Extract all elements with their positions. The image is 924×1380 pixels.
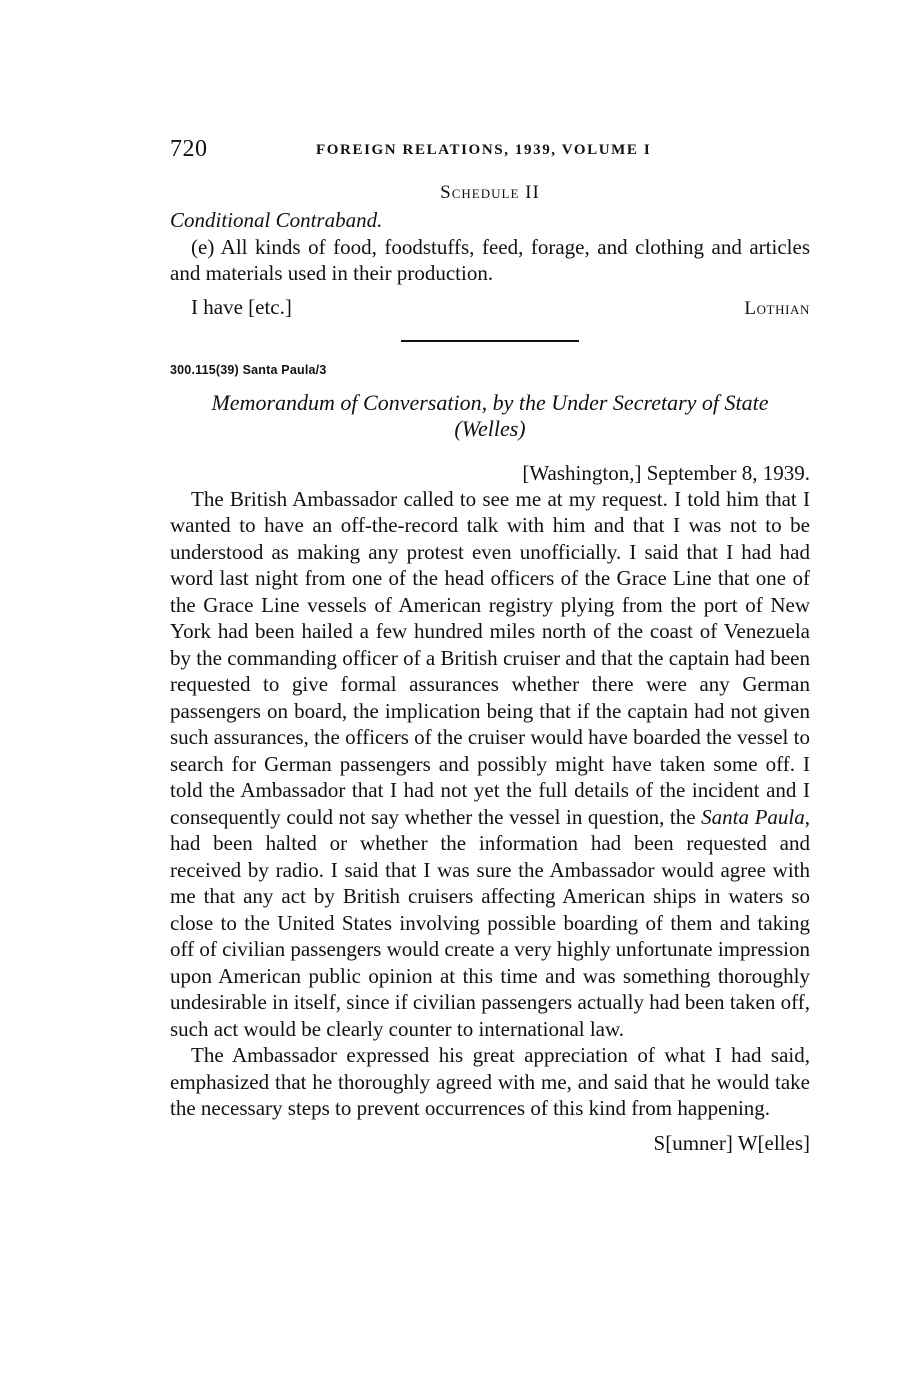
dateline: [Washington,] September 8, 1939.: [522, 460, 810, 485]
schedule-item: (e) All kinds of food, foodstuffs, feed, forage, and clothing and articles and materials used in their production.: [170, 234, 810, 285]
file-reference: 300.115(39) Santa Paula/3: [170, 362, 327, 377]
memo-title-line-2: (Welles): [454, 415, 526, 441]
memo-paragraph-2: The Ambassador expressed his great appreciation of what I had said, emphasized that he thoroughly agreed with me, and said that he would take the necessary steps to prevent occurrences of this kind from happening.: [170, 1043, 810, 1120]
schedule-title: Schedule II: [440, 182, 540, 203]
signer-name: Lothian: [744, 297, 810, 319]
paragraph-1-text-end: , had been halted or whether the information had been requested and received by radio. I said that I was sure the Ambassador would agree with me that any act by British cruisers affecting American ships in waters so close to the United States involving possible boarding of them and taking off of civilian passengers would create a very highly unfortunate impression upon American public opinion at this time and was something thoroughly undesirable in itself, since if civilian passengers actually had been taken off, such act would be clearly counter to international law.: [170, 804, 810, 1041]
page-number: 720: [170, 136, 208, 162]
paragraph-1-text-start: The British Ambassador called to see me at my request. I told him that I wanted to have an off-the-record talk with him and that I was not to be understood as making any protest even unofficially. I said that I had had word last night from one of the head officers of the Grace Line that one of the Grace Line vessels of American registry plying from the port of New York had been hailed a few hundred miles north of the coast of Venezuela by the commanding officer of a British cruiser and that the captain had been requested to give formal assurances whether there were any German passengers on board, the implication being that if the captain had not given such assurances, the officers of the cruiser would have boarded the vessel to search for German passengers and possibly might have taken some off. I told the Ambassador that I had not yet the full details of the incident and I consequently could not say whether the vessel in question, the: [170, 486, 810, 829]
memo-title-line-1: Memorandum of Conversation, by the Under Secretary of State: [211, 389, 769, 415]
letter-closing: [170, 293, 810, 323]
ship-name: Santa Paula: [701, 804, 805, 829]
section-separator: [401, 340, 579, 342]
memo-paragraph-1: [170, 486, 810, 1043]
closing-phrase: I have [etc.]: [191, 294, 292, 319]
running-head: [170, 134, 810, 168]
document-page: [170, 134, 810, 1157]
running-title: FOREIGN RELATIONS, 1939, VOLUME I: [316, 142, 652, 158]
memo-signature: S[umner] W[elles]: [653, 1130, 810, 1155]
memo-title: [170, 390, 810, 442]
schedule-heading: Conditional Contraband.: [170, 208, 383, 232]
